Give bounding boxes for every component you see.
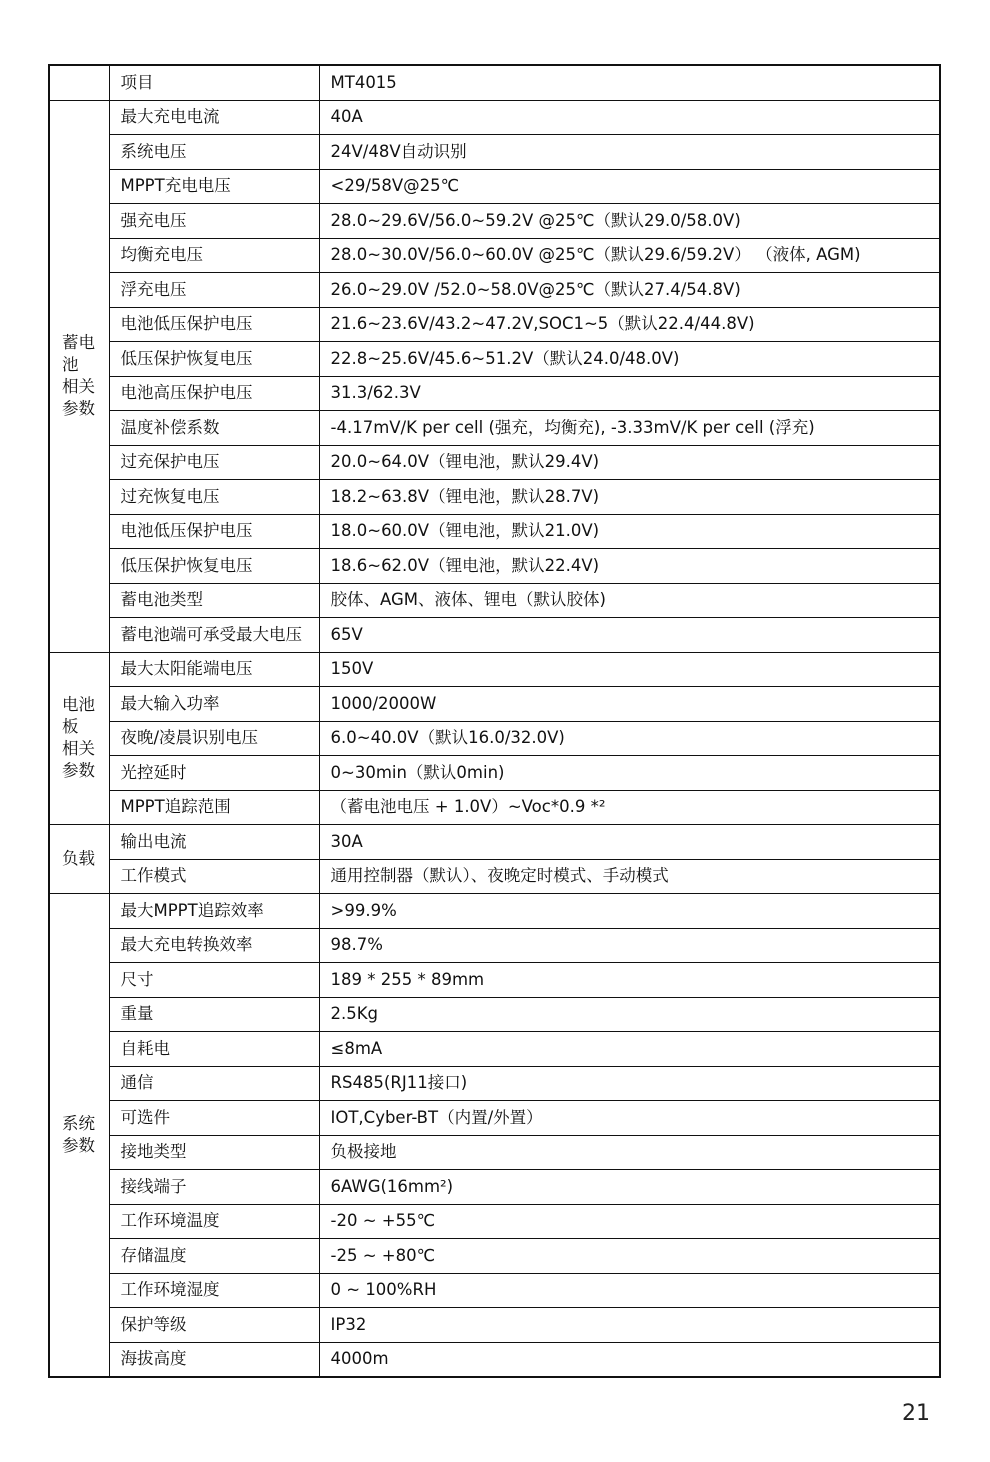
parameter-value-cell: 0~30min（默认0min) [319, 756, 940, 791]
table-row [49, 721, 940, 756]
parameter-name-cell: 尺寸 [109, 963, 319, 998]
parameter-name-cell: 自耗电 [109, 1032, 319, 1067]
parameter-value-cell: 胶体、AGM、液体、锂电（默认胶体) [319, 583, 940, 618]
parameter-value-cell: 150V [319, 652, 940, 687]
parameter-name-cell: 工作环境湿度 [109, 1273, 319, 1308]
group-label-line: 电池板 [62, 695, 95, 737]
group-label-cell [49, 894, 109, 1378]
parameter-name-cell: 输出电流 [109, 825, 319, 860]
parameter-name-cell: 均衡充电压 [109, 238, 319, 273]
parameter-name-cell: 夜晚/凌晨识别电压 [109, 721, 319, 756]
group-label-cell [49, 100, 109, 652]
group-label-line: 蓄电池 [62, 333, 95, 374]
parameter-name-cell: 重量 [109, 997, 319, 1032]
parameter-name-cell: 温度补偿系数 [109, 411, 319, 446]
parameter-value-cell: IOT,Cyber-BT（内置/外置） [319, 1101, 940, 1136]
table-row [49, 1066, 940, 1101]
spec-table [48, 64, 941, 1378]
group-label-cell [49, 825, 109, 894]
parameter-value-cell: 28.0~30.0V/56.0~60.0V @25℃（默认29.6/59.2V） （液体, AGM) [319, 238, 940, 273]
parameter-name-cell: 接地类型 [109, 1135, 319, 1170]
group-label-line: 参数 [62, 1136, 95, 1155]
parameter-name-cell: 最大太阳能端电压 [109, 652, 319, 687]
parameter-value-cell: >99.9% [319, 894, 940, 929]
table-row [49, 1204, 940, 1239]
parameter-name-cell: MPPT追踪范围 [109, 790, 319, 825]
table-row [49, 307, 940, 342]
group-label-line: 参数 [62, 761, 95, 781]
parameter-value-cell: <29/58V@25℃ [319, 169, 940, 204]
table-row [49, 1239, 940, 1274]
table-row [49, 1101, 940, 1136]
group-label-line: 相关 [62, 377, 95, 396]
parameter-value-cell: RS485(RJ11接口) [319, 1066, 940, 1101]
parameter-value-cell: 31.3/62.3V [319, 376, 940, 411]
parameter-value-cell: 0 ~ 100%RH [319, 1273, 940, 1308]
table-row [49, 480, 940, 515]
parameter-name-cell: 电池高压保护电压 [109, 376, 319, 411]
header-row [49, 65, 940, 100]
table-row [49, 790, 940, 825]
parameter-name-cell: 最大充电电流 [109, 100, 319, 135]
table-row [49, 1273, 940, 1308]
parameter-name-cell: MPPT充电电压 [109, 169, 319, 204]
table-row [49, 100, 940, 135]
parameter-value-cell: -20 ~ +55℃ [319, 1204, 940, 1239]
table-row [49, 549, 940, 584]
parameter-name-cell: 低压保护恢复电压 [109, 549, 319, 584]
table-row [49, 445, 940, 480]
parameter-value-cell: 65V [319, 618, 940, 653]
spec-sheet [48, 64, 941, 1378]
parameter-value-cell: 24V/48V自动识别 [319, 135, 940, 170]
table-row [49, 204, 940, 239]
parameter-value-cell: 26.0~29.0V /52.0~58.0V@25℃（默认27.4/54.8V) [319, 273, 940, 308]
parameter-name-cell: 系统电压 [109, 135, 319, 170]
group-label-line: 相关 [62, 739, 95, 759]
parameter-name-cell: 通信 [109, 1066, 319, 1101]
group-label-line: 系统 [62, 1114, 95, 1133]
parameter-name-cell: 电池低压保护电压 [109, 307, 319, 342]
parameter-name-cell: 接线端子 [109, 1170, 319, 1205]
parameter-name-cell: 工作环境温度 [109, 1204, 319, 1239]
parameter-value-cell: 通用控制器（默认）、夜晚定时模式、手动模式 [319, 859, 940, 894]
table-row [49, 1135, 940, 1170]
parameter-name-cell: 电池低压保护电压 [109, 514, 319, 549]
table-row [49, 135, 940, 170]
parameter-name-cell: 蓄电池类型 [109, 583, 319, 618]
parameter-value-cell: 负极接地 [319, 1135, 940, 1170]
table-row [49, 1032, 940, 1067]
parameter-name-cell: 强充电压 [109, 204, 319, 239]
table-row [49, 997, 940, 1032]
table-row [49, 687, 940, 722]
table-row [49, 411, 940, 446]
table-row [49, 618, 940, 653]
parameter-value-cell: 6.0~40.0V（默认16.0/32.0V) [319, 721, 940, 756]
parameter-value-cell: 18.0~60.0V（锂电池，默认21.0V) [319, 514, 940, 549]
table-row [49, 342, 940, 377]
table-row [49, 376, 940, 411]
parameter-value-cell: 6AWG(16mm²) [319, 1170, 940, 1205]
group-label-cell [49, 652, 109, 825]
table-row [49, 1170, 940, 1205]
table-row [49, 859, 940, 894]
parameter-name-cell: 最大输入功率 [109, 687, 319, 722]
table-row [49, 1308, 940, 1343]
header-item-cell: 项目 [109, 65, 319, 100]
table-row [49, 963, 940, 998]
table-row [49, 1342, 940, 1377]
group-label-line: 负载 [62, 849, 95, 868]
parameter-value-cell: -4.17mV/K per cell (强充，均衡充), -3.33mV/K per cell (浮充) [319, 411, 940, 446]
parameter-value-cell: 18.2~63.8V（锂电池，默认28.7V) [319, 480, 940, 515]
parameter-value-cell: -25 ~ +80℃ [319, 1239, 940, 1274]
parameter-value-cell: 18.6~62.0V（锂电池，默认22.4V) [319, 549, 940, 584]
table-row [49, 514, 940, 549]
parameter-name-cell: 工作模式 [109, 859, 319, 894]
table-row [49, 825, 940, 860]
parameter-name-cell: 浮充电压 [109, 273, 319, 308]
table-row [49, 583, 940, 618]
parameter-value-cell: 30A [319, 825, 940, 860]
parameter-value-cell: 98.7% [319, 928, 940, 963]
parameter-value-cell: 20.0~64.0V（锂电池，默认29.4V) [319, 445, 940, 480]
parameter-name-cell: 最大MPPT追踪效率 [109, 894, 319, 929]
parameter-value-cell: 21.6~23.6V/43.2~47.2V,SOC1~5（默认22.4/44.8V) [319, 307, 940, 342]
header-model-cell: MT4015 [319, 65, 940, 100]
parameter-name-cell: 光控延时 [109, 756, 319, 791]
parameter-name-cell: 过充恢复电压 [109, 480, 319, 515]
parameter-value-cell: 189 * 255 * 89mm [319, 963, 940, 998]
table-row [49, 652, 940, 687]
table-row [49, 169, 940, 204]
table-row [49, 273, 940, 308]
table-row [49, 238, 940, 273]
parameter-name-cell: 蓄电池端可承受最大电压 [109, 618, 319, 653]
table-row [49, 894, 940, 929]
parameter-value-cell: ≤8mA [319, 1032, 940, 1067]
table-row [49, 756, 940, 791]
parameter-value-cell: 1000/2000W [319, 687, 940, 722]
parameter-value-cell: 28.0~29.6V/56.0~59.2V @25℃（默认29.0/58.0V) [319, 204, 940, 239]
parameter-name-cell: 过充保护电压 [109, 445, 319, 480]
group-label-line: 参数 [62, 399, 95, 418]
page-number: 21 [902, 1401, 930, 1426]
parameter-value-cell: （蓄电池电压 + 1.0V）~Voc*0.9 *² [319, 790, 940, 825]
parameter-name-cell: 可选件 [109, 1101, 319, 1136]
parameter-value-cell: IP32 [319, 1308, 940, 1343]
parameter-name-cell: 海拔高度 [109, 1342, 319, 1377]
parameter-value-cell: 2.5Kg [319, 997, 940, 1032]
table-row [49, 928, 940, 963]
parameter-name-cell: 最大充电转换效率 [109, 928, 319, 963]
parameter-name-cell: 低压保护恢复电压 [109, 342, 319, 377]
header-group-cell [49, 65, 109, 100]
parameter-value-cell: 4000m [319, 1342, 940, 1377]
parameter-value-cell: 22.8~25.6V/45.6~51.2V（默认24.0/48.0V) [319, 342, 940, 377]
parameter-name-cell: 存储温度 [109, 1239, 319, 1274]
parameter-value-cell: 40A [319, 100, 940, 135]
parameter-name-cell: 保护等级 [109, 1308, 319, 1343]
